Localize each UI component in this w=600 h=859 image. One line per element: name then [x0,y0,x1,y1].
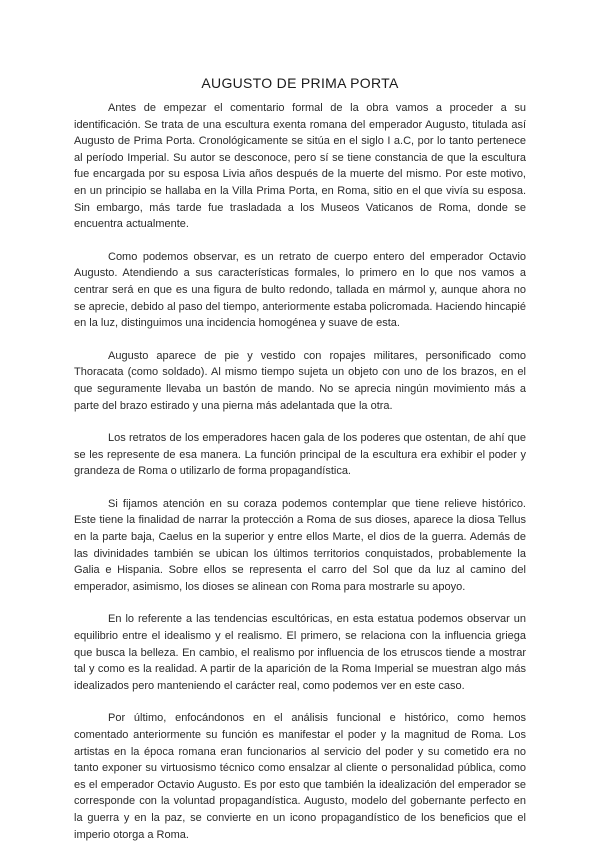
paragraph-armor-relief: Si fijamos atención en su coraza podemos contemplar que tiene relieve histórico. Este tiene la finalidad de narrar la protección a Roma de sus dioses, aparece la diosa Tellus en la parte baja, Caelus en la superior y entre ellos Marte, el dios de la guerra. Además de las divinidades también se ubican los últimos territorios conquistados, probablemente la Galia e Hispania. Sobre ellos se representa el carro del Sol que da luz al camino del emperador, asimismo, los dioses se alinean con Roma para mostrarle su apoyo. [74,497,526,593]
paragraph-tendencies: En lo referente a las tendencias escultóricas, en esta estatua podemos observar un equilibrio entre el idealismo y el realismo. El primero, se relaciona con la influencia griega que busca la belleza. En cambio, el realismo por influencia de los etruscos tiende a mostrar tal y como es la realidad. A partir de la aparición de la Roma Imperial se muestran algo más idealizados pero manteniendo el carácter real, como podemos ver en este caso. [74,613,526,692]
page-title: AUGUSTO DE PRIMA PORTA [201,75,399,91]
paragraph-function: Por último, enfocándonos en el análisis funcional e histórico, como hemos comentado anteriormente su función es manifestar el poder y la magnitud de Roma. Los artistas en la época romana eran funcionarios al servicio del poder y su cometido era no tanto exponer su virtuosismo técnico como ensalzar al cliente o personalidad pública, como es el emperador Octavio Augusto. Es por esto que también la idealización del emperador se corresponde con la voluntad propagandística. Augusto, modelo del gobernante perfecto en la guerra y en la paz, se convierte en un icono propagandístico de los beneficios que el imperio otorga a Roma. [74,712,526,841]
paragraph-formal-analysis: Como podemos observar, es un retrato de cuerpo entero del emperador Octavio Augusto. Atendiendo a sus características formales, lo primero en lo que nos vamos a centrar será en que es una figura de bulto redondo, tallada en mármol y, aunque ahora no se aprecie, debido al paso del tiempo, anteriormente estaba policromada. Haciendo hincapié en la luz, distinguimos una incidencia homogénea y suave de esta. [74,250,526,330]
paragraph-portraits: Los retratos de los emperadores hacen gala de los poderes que ostentan, de ahí que se les represente de esa manera. La función principal de la escultura era exhibir el poder y grandeza de Roma o utilizarlo de forma propagandística. [74,432,526,478]
document-body [74,100,526,859]
paragraph-identification: Antes de empezar el comentario formal de la obra vamos a proceder a su identificación. Se trata de una escultura exenta romana del emperador Augusto, titulada así Augusto de Prima Porta. Cronológicamente se sitúa en el siglo I a.C, por lo tanto pertenece al período Imperial. Su autor se desconoce, pero sí se tiene constancia de que la escultura fue encargada por su esposa Livia años después de la muerte del mismo. Por este motivo, en un principio se hallaba en la Villa Prima Porta, en Roma, sitio en el que vivía su esposa. Sin embargo, más tarde fue trasladada a los Museos Vaticanos de Roma, donde se encuentra actualmente. [74,102,526,231]
paragraph-pose: Augusto aparece de pie y vestido con ropajes militares, personificado como Thoracata (como soldado). Al mismo tiempo sujeta un objeto con uno de los brazos, en el que seguramente llevaba un bastón de mando. No se aprecia ningún movimiento más a parte del brazo estirado y una pierna más adelantada que la otra. [74,349,526,412]
